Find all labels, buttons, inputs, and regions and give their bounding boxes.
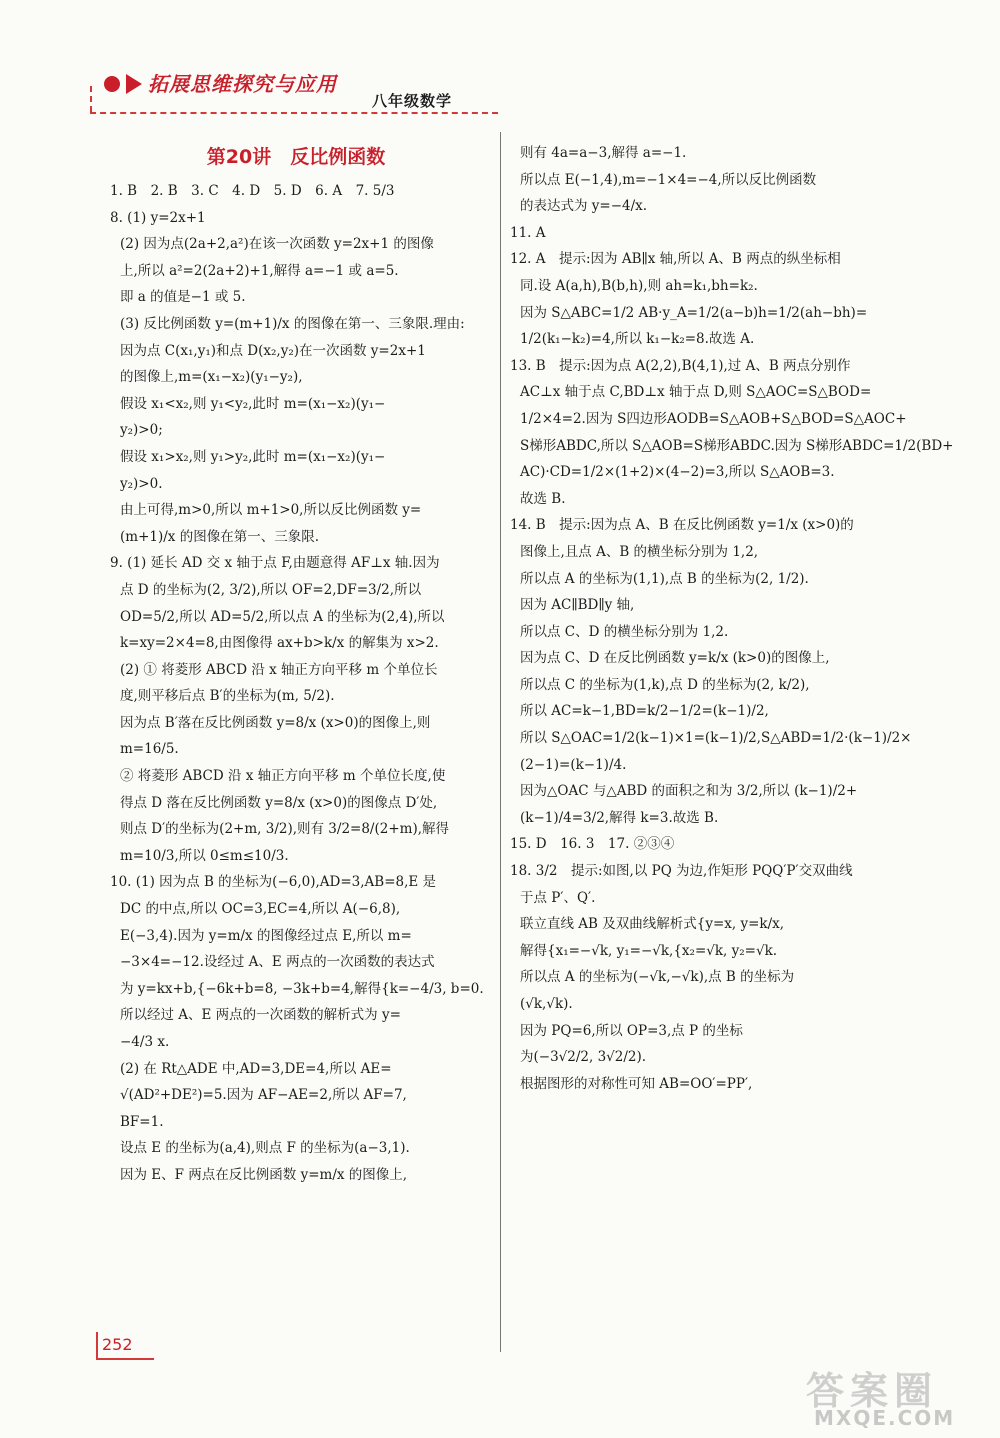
answer-line: 的表达式为 y=−4/x.	[520, 198, 648, 215]
answer-line: 假设 x₁>x₂,则 y₁>y₂,此时 m=(x₁−x₂)(y₁−	[120, 448, 386, 465]
answer-line: DC 的中点,所以 OC=3,EC=4,所以 A(−6,8),	[120, 901, 401, 918]
arrow-right-icon	[126, 74, 142, 94]
answer-line: 设点 E 的坐标为(a,4),则点 F 的坐标为(a−3,1).	[120, 1140, 410, 1157]
grade-label: 八年级数学	[372, 92, 453, 110]
answer-line: k=xy=2×4=8,由图像得 ax+b>k/x 的解集为 x>2.	[120, 635, 439, 652]
page-header	[90, 68, 498, 114]
left-column	[110, 140, 482, 1189]
answer-line: ② 将菱形 ABCD 沿 x 轴正方向平移 m 个单位长度,使	[120, 768, 446, 785]
answer-line: 所以点 C、D 的横坐标分别为 1,2.	[520, 623, 729, 640]
answer-line: 因为 E、F 两点在反比例函数 y=m/x 的图像上,	[120, 1166, 408, 1183]
answer-line: 11. A	[510, 224, 546, 241]
answer-line: 得点 D 落在反比例函数 y=8/x (x>0)的图像点 D′处,	[120, 794, 438, 811]
answer-line: m=10/3,所以 0≤m≤10/3.	[120, 847, 289, 864]
answer-line: 12. A 提示:因为 AB∥x 轴,所以 A、B 两点的纵坐标相	[510, 251, 841, 268]
answer-line: 所以 AC=k−1,BD=k/2−1/2=(k−1)/2,	[520, 703, 769, 720]
answer-line: 即 a 的值是−1 或 5.	[120, 289, 246, 306]
bullet-dot-icon	[104, 76, 120, 92]
answer-line: 所以点 A 的坐标为(1,1),点 B 的坐标为(2, 1/2).	[520, 570, 809, 587]
answer-line: 点 D 的坐标为(2, 3/2),所以 OF=2,DF=3/2,所以	[120, 581, 422, 598]
watermark-logo-text: 答案圈	[806, 1369, 939, 1413]
answer-line: 联立直线 AB 及双曲线解析式{y=x, y=k/x,	[520, 916, 785, 933]
answer-line: 1/2×4=2.因为 S四边形AODB=S△AOB+S△BOD=S△AOC+	[520, 410, 907, 427]
answer-line: 因为 PQ=6,所以 OP=3,点 P 的坐标	[520, 1022, 743, 1039]
answer-line: E(−3,4).因为 y=m/x 的图像经过点 E,所以 m=	[120, 927, 412, 944]
answer-line: (2−1)=(k−1)/4.	[520, 756, 627, 773]
answer-line: 所以点 A 的坐标为(−√k,−√k),点 B 的坐标为	[520, 969, 795, 986]
page-number: 252	[96, 1332, 154, 1360]
answer-line: OD=5/2,所以 AD=5/2,所以点 A 的坐标为(2,4),所以	[120, 608, 445, 625]
answer-line: (2) 因为点(2a+2,a²)在该一次函数 y=2x+1 的图像	[120, 236, 434, 253]
answer-line: 所以点 C 的坐标为(1,k),点 D 的坐标为(2, k/2),	[520, 676, 810, 693]
answer-line: y₂)>0.	[120, 475, 163, 492]
answer-line: AC⊥x 轴于点 C,BD⊥x 轴于点 D,则 S△AOC=S△BOD=	[520, 384, 872, 401]
answer-line: 1/2(k₁−k₂)=4,所以 k₁−k₂=8.故选 A.	[520, 331, 755, 348]
answer-line: 图像上,且点 A、B 的横坐标分别为 1,2,	[520, 543, 759, 560]
answer-line: (√k,√k).	[520, 996, 573, 1012]
answer-line: 根据图形的对称性可知 AB=OO′=PP′,	[520, 1075, 753, 1092]
answer-line: (3) 反比例函数 y=(m+1)/x 的图像在第一、三象限.理由:	[120, 315, 465, 332]
answer-line: 为(−3√2/2, 3√2/2).	[520, 1049, 647, 1066]
answer-line: y₂)>0;	[120, 422, 163, 439]
answer-line: 则点 D′的坐标为(2+m, 3/2),则有 3/2=8/(2+m),解得	[120, 821, 450, 838]
answer-line: −3×4=−12.设经过 A、E 两点的一次函数的表达式	[120, 954, 435, 971]
answer-line: 度,则平移后点 B′的坐标为(m, 5/2).	[120, 688, 335, 705]
answer-line: 1. B 2. B 3. C 4. D 5. D 6. A 7. 5/3	[110, 183, 395, 199]
answer-line: 同.设 A(a,h),B(b,h),则 ah=k₁,bh=k₂.	[520, 277, 758, 294]
answer-line: 因为点 C(x₁,y₁)和点 D(x₂,y₂)在一次函数 y=2x+1	[120, 342, 426, 359]
answer-line: 9. (1) 延长 AD 交 x 轴于点 F,由题意得 AF⊥x 轴.因为	[110, 555, 440, 572]
watermark-domain: MXQE.COM	[814, 1406, 956, 1430]
answer-line: 则有 4a=a−3,解得 a=−1.	[520, 145, 687, 161]
answer-line: 因为△OAC 与△ABD 的面积之和为 3/2,所以 (k−1)/2+	[520, 783, 858, 800]
answer-line: 因为点 B′落在反比例函数 y=8/x (x>0)的图像上,则	[120, 714, 431, 731]
answer-line: 上,所以 a²=2(2a+2)+1,解得 a=−1 或 a=5.	[120, 262, 399, 279]
answer-line: −4/3 x.	[120, 1034, 170, 1050]
answer-line: m=16/5.	[120, 741, 179, 758]
answer-line: AC)·CD=1/2×(1+2)×(4−2)=3,所以 S△AOB=3.	[520, 464, 835, 481]
answer-line: 因为 AC∥BD∥y 轴,	[520, 597, 635, 614]
answer-line: 于点 P′、Q′.	[520, 889, 596, 906]
answer-line: 的图像上,m=(x₁−x₂)(y₁−y₂),	[120, 369, 303, 386]
answer-line: 所以 S△OAC=1/2(k−1)×1=(k−1)/2,S△ABD=1/2·(k−1)/2×	[520, 730, 912, 747]
answer-line: 10. (1) 因为点 B 的坐标为(−6,0),AD=3,AB=8,E 是	[110, 874, 437, 891]
answer-line: 由上可得,m>0,所以 m+1>0,所以反比例函数 y=	[120, 502, 422, 519]
answer-line: 13. B 提示:因为点 A(2,2),B(4,1),过 A、B 两点分别作	[510, 357, 851, 374]
right-column	[510, 140, 954, 1097]
column-divider	[500, 132, 501, 1352]
answer-line: 假设 x₁<x₂,则 y₁<y₂,此时 m=(x₁−x₂)(y₁−	[120, 395, 386, 412]
answer-line: (m+1)/x 的图像在第一、三象限.	[120, 528, 319, 545]
lesson-title: 第20讲 反比例函数	[206, 146, 386, 168]
answer-line: BF=1.	[120, 1113, 164, 1130]
answer-line: 所以点 E(−1,4),m=−1×4=−4,所以反比例函数	[520, 171, 817, 188]
book-title: 拓展思维探究与应用	[148, 72, 337, 96]
answer-line: 15. D 16. 3 17. ②③④	[510, 836, 675, 853]
answer-line: 解得{x₁=−√k, y₁=−√k,{x₂=√k, y₂=√k.	[520, 942, 778, 959]
answer-line: 18. 3/2 提示:如图,以 PQ 为边,作矩形 PQQ′P′交双曲线	[510, 863, 853, 880]
answer-line: 因为点 C、D 在反比例函数 y=k/x (k>0)的图像上,	[520, 650, 830, 667]
answer-line: 14. B 提示:因为点 A、B 在反比例函数 y=1/x (x>0)的	[510, 517, 854, 534]
answer-line: (2) ① 将菱形 ABCD 沿 x 轴正方向平移 m 个单位长	[120, 661, 438, 678]
answer-line: (2) 在 Rt△ADE 中,AD=3,DE=4,所以 AE=	[120, 1060, 392, 1077]
answer-line: S梯形ABDC,所以 S△AOB=S梯形ABDC.因为 S梯形ABDC=1/2(BD+	[520, 437, 954, 454]
answer-line: 故选 B.	[520, 490, 566, 507]
answer-line: 所以经过 A、E 两点的一次函数的解析式为 y=	[120, 1007, 401, 1024]
header-dashed-corner	[90, 86, 92, 112]
answer-line: √(AD²+DE²)=5.因为 AF−AE=2,所以 AF=7,	[120, 1087, 407, 1104]
answer-line: 因为 S△ABC=1/2 AB·y_A=1/2(a−b)h=1/2(ah−bh)=	[520, 304, 868, 321]
answer-line: 为 y=kx+b,{−6k+b=8, −3k+b=4,解得{k=−4/3, b=0.	[120, 980, 484, 997]
watermark	[800, 1360, 990, 1434]
answer-line: (k−1)/4=3/2,解得 k=3.故选 B.	[520, 809, 719, 826]
answer-line: 8. (1) y=2x+1	[110, 209, 206, 226]
